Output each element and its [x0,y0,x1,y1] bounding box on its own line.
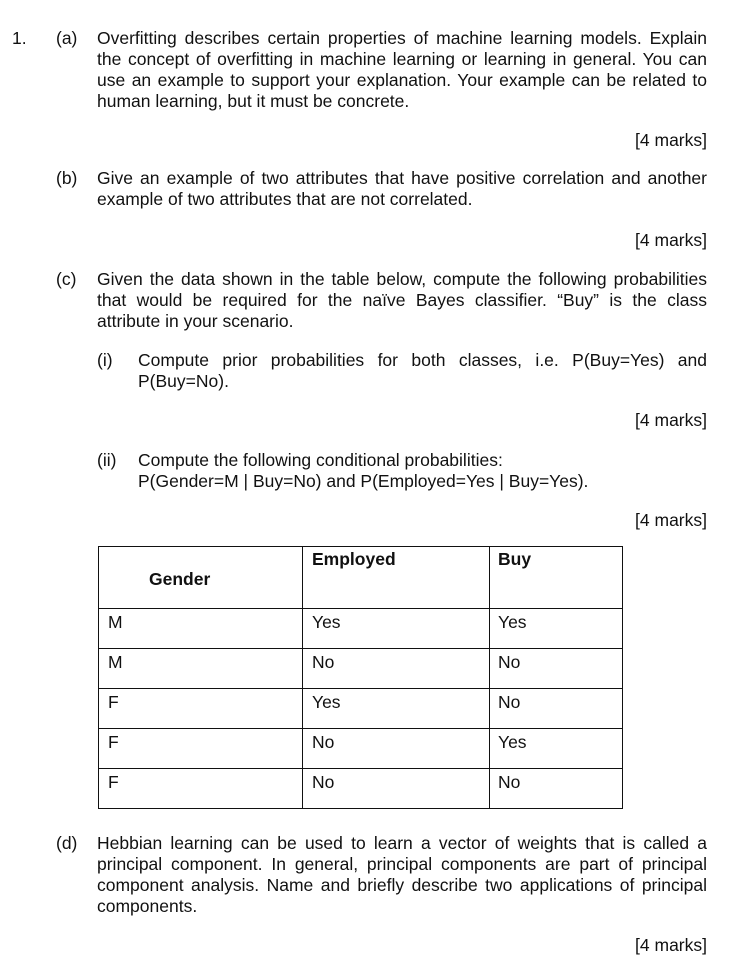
cell-employed: Yes [312,612,341,632]
cell-gender: M [108,612,123,632]
part-a-marks: [4 marks] [635,130,707,150]
cell-gender: F [108,732,119,752]
part-c-i-marks: [4 marks] [635,410,707,430]
table-cell [99,729,303,769]
cell-employed: Yes [312,692,341,712]
part-c-ii-line2: P(Gender=M | Buy=No) and P(Employed=Yes | Buy=Yes). [138,471,589,491]
table-cell [490,769,623,809]
table-cell [490,689,623,729]
cell-buy: Yes [498,612,527,632]
part-c-i-label: (i) [97,350,113,370]
header-employed-text: Employed [312,549,396,569]
table-row [99,769,623,809]
part-b-text: Give an example of two attributes that have positive correlation and another example of two attributes that are not correlated. [97,168,707,209]
part-d-marks: [4 marks] [635,935,707,955]
table-header-buy [490,547,623,609]
cell-employed: No [312,772,335,792]
table-cell [99,769,303,809]
table-cell [303,729,490,769]
table-cell [303,609,490,649]
part-c-label: (c) [56,269,77,289]
table-row [99,689,623,729]
table-cell [490,729,623,769]
question-number: 1. [12,28,27,48]
part-c-ii-line1: Compute the following conditional probabilities: [138,450,503,470]
cell-gender: F [108,692,119,712]
part-c-i-text: Compute prior probabilities for both classes, i.e. P(Buy=Yes) and P(Buy=No). [138,350,707,391]
header-gender-text: Gender [149,569,211,589]
table-row [99,729,623,769]
table-cell [490,609,623,649]
part-d-label: (d) [56,833,78,853]
part-a-label: (a) [56,28,78,48]
cell-gender: F [108,772,119,792]
table-header-row [99,547,623,609]
cell-gender: M [108,652,123,672]
part-d-text: Hebbian learning can be used to learn a vector of weights that is called a principal component. In general, principal components are part of principal component analysis. Name and briefly describe two applications of principal components. [97,833,707,916]
table-row [99,609,623,649]
table-cell [99,609,303,649]
data-table [98,546,623,809]
cell-buy: No [498,772,521,792]
part-c-text: Given the data shown in the table below, compute the following probabilities that would be required for the naïve Bayes classifier. “Buy” is the class attribute in your scenario. [97,269,707,331]
part-b-label: (b) [56,168,78,188]
table-header-gender [99,547,303,609]
part-b-marks: [4 marks] [635,230,707,250]
table-header-employed [303,547,490,609]
cell-employed: No [312,732,335,752]
table-cell [490,649,623,689]
cell-buy: Yes [498,732,527,752]
table-cell [303,689,490,729]
table-cell [99,649,303,689]
header-buy-text: Buy [498,549,532,569]
cell-buy: No [498,652,521,672]
cell-buy: No [498,692,521,712]
table-cell [303,769,490,809]
part-c-ii-marks: [4 marks] [635,510,707,530]
table-cell [303,649,490,689]
table-row [99,649,623,689]
table-cell [99,689,303,729]
part-c-ii-label: (ii) [97,450,117,470]
part-a-text: Overfitting describes certain properties of machine learning models. Explain the concept of overfitting in machine learning or learning in general. You can use an example to support your explanation. Your example can be related to human learning, but it must be concrete. [97,28,707,111]
cell-employed: No [312,652,335,672]
